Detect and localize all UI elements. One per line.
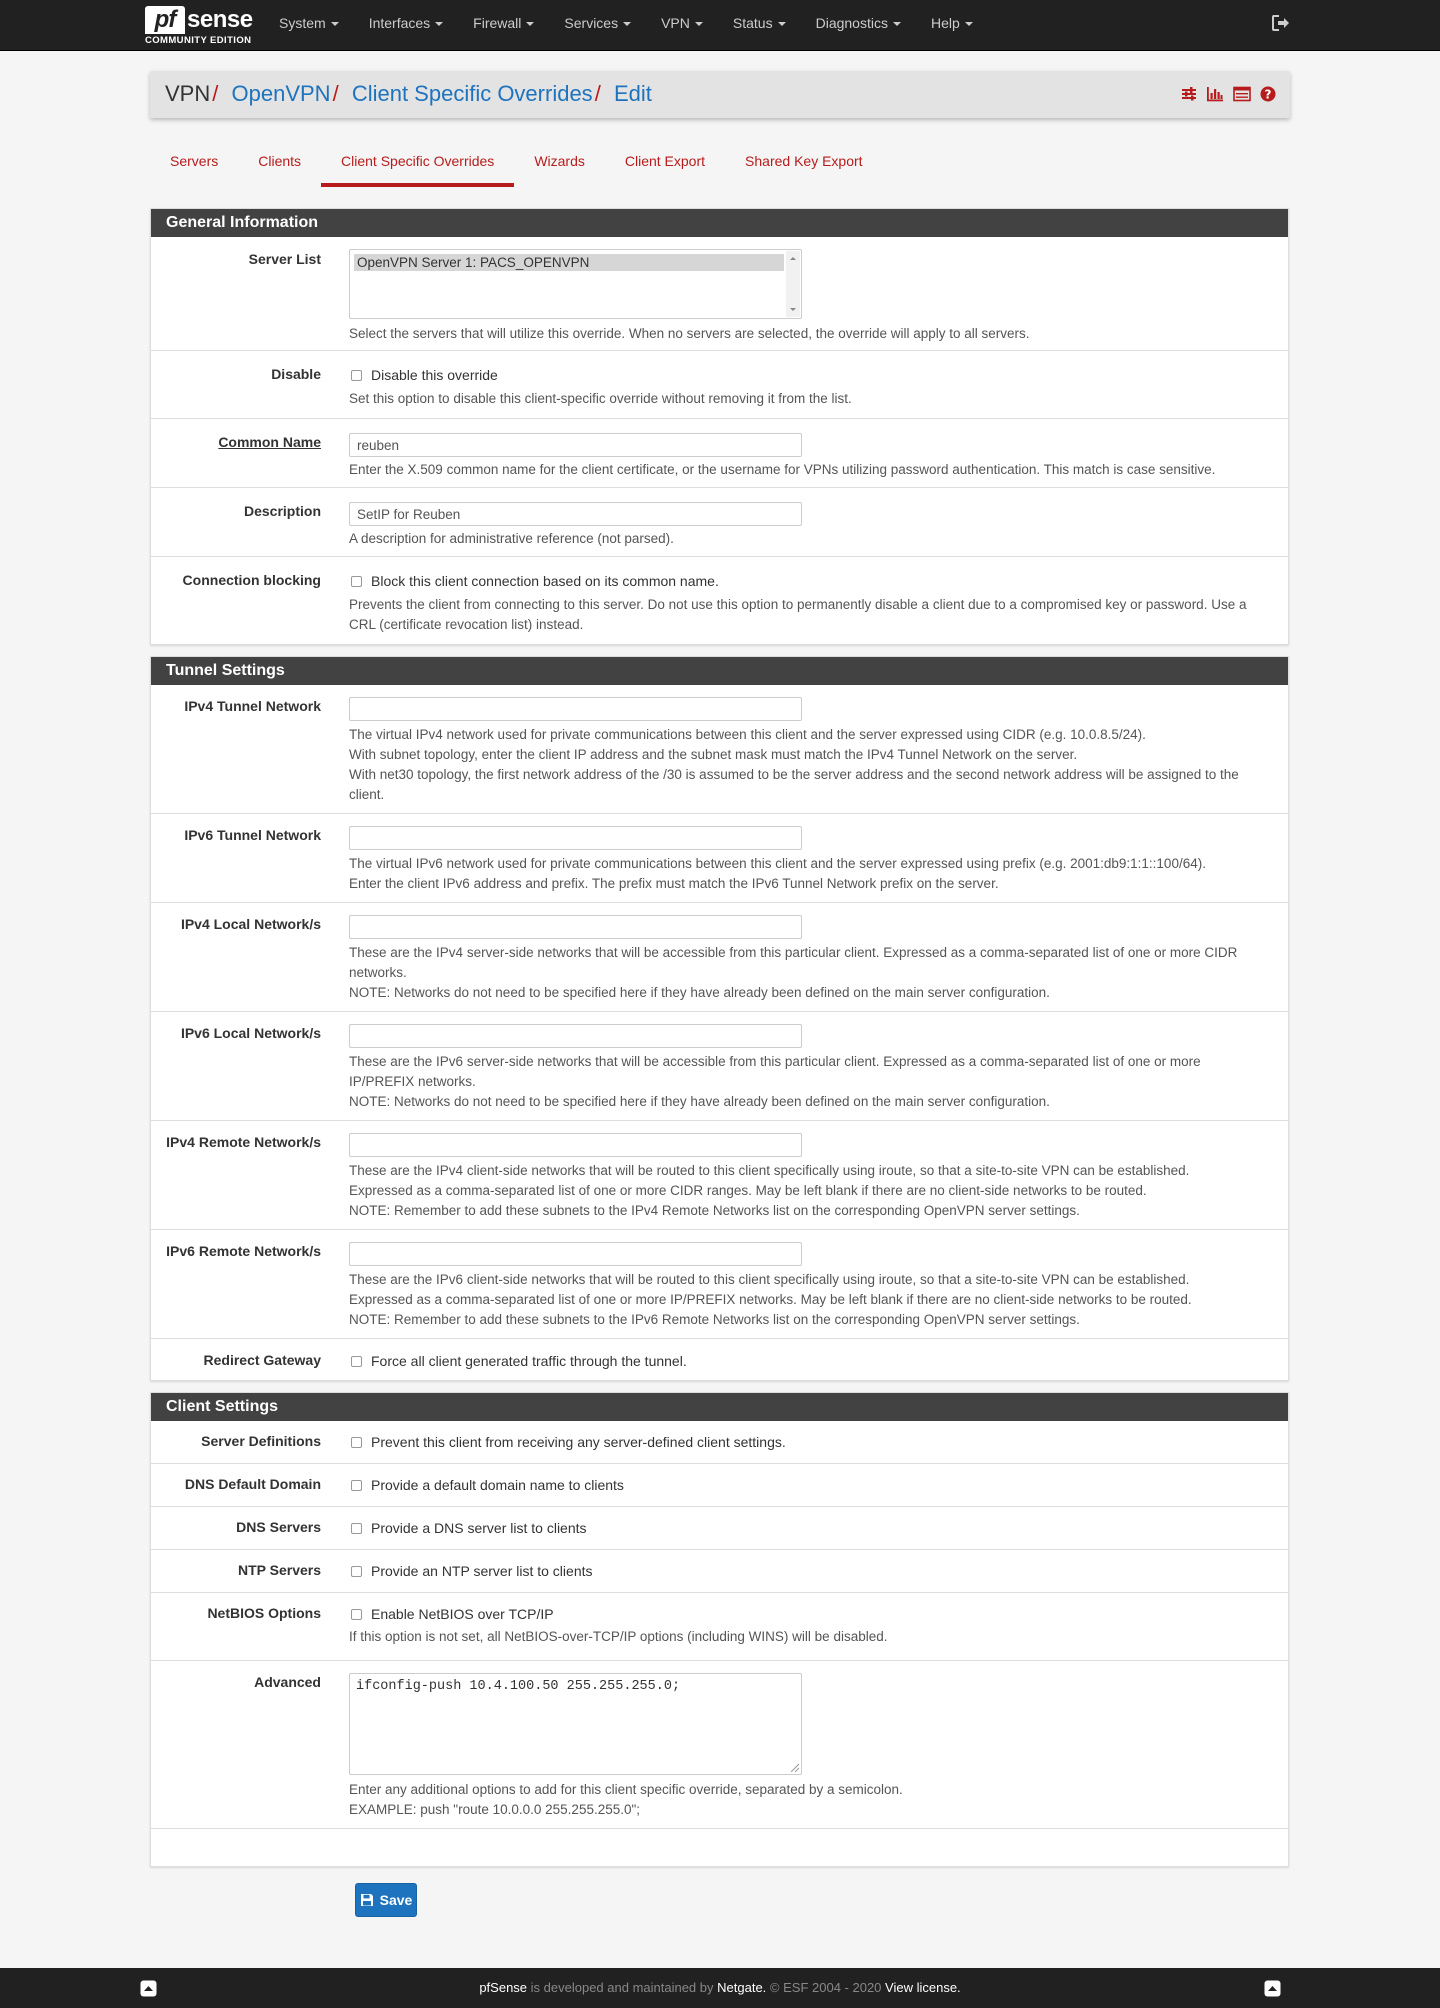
save-button[interactable] [355,1883,417,1917]
netbios-options-row [151,1593,1288,1661]
floppy-disk-icon [360,1893,374,1907]
footer [0,1968,1440,2008]
caret-down-icon [435,22,443,26]
help-text: NOTE: Networks do not need to be specified here if they have already been defined on the main server configuration. [349,985,1050,1000]
help-text: Set this option to disable this client-specific override without removing it from the list. [349,391,852,406]
redirect-gateway-checkbox[interactable] [351,1356,362,1367]
help-text: With subnet topology, enter the client IP address and the subnet mask must match the IPv4 Tunnel Network on the server. [349,747,1078,762]
logo-sense-text: sense [187,6,253,33]
help-text: networks. [349,965,407,980]
help-text: Enter any additional options to add for this client specific override, separated by a semicolon. [349,1782,903,1797]
help-text: These are the IPv6 server-side networks that will be accessible from this particular client. Expressed as a comma-separated list of one or more [349,1054,1201,1069]
help-text: Prevents the client from connecting to this server. Do not use this option to permanently disable a client due to a compromised key or password. Use a [349,597,1247,612]
dns-default-domain-row [151,1464,1288,1507]
help-text: client. [349,787,385,802]
caret-down-icon [695,22,703,26]
help-text: If this option is not set, all NetBIOS-over-TCP/IP options (including WINS) will be disabled. [349,1629,888,1644]
help-text: EXAMPLE: push "route 10.0.0.0 255.255.255.0"; [349,1802,641,1817]
menu-system[interactable] [264,0,354,50]
help-text: Enter the client IPv6 address and prefix. The prefix must match the IPv6 Tunnel Network prefix on the server. [349,876,999,891]
menu-vpn[interactable] [646,0,718,50]
tab-client-specific-overrides[interactable]: Client Specific Overrides [321,147,514,187]
help-text: These are the IPv4 server-side networks that will be accessible from this particular client. Expressed as a comma-separated list of one or more CIDR [349,945,1238,960]
checkbox-label: Provide an NTP server list to clients [371,1563,593,1579]
field-label: DNS Servers [236,1519,321,1535]
field-label: Description [243,503,321,519]
field-label: DNS Default Domain [184,1476,321,1492]
menu-label: Status [732,15,773,31]
ntp-servers-checkbox[interactable] [351,1566,362,1577]
menu-firewall[interactable] [458,0,549,50]
menu-services[interactable] [549,0,646,50]
tab-bar [150,147,883,187]
main-menu [264,0,988,50]
dns-default-domain-checkbox[interactable] [351,1480,362,1491]
ipv6-remote-network-input[interactable] [349,1242,802,1266]
empty-row [151,1829,1288,1849]
svg-text:?: ? [1264,87,1272,102]
connection-blocking-checkbox[interactable] [351,576,362,587]
help-text: With net30 topology, the first network address of the /30 is assumed to be the server address and the second network address will be assigned to the [349,767,1239,782]
footer-text-1: is developed and maintained by [530,1980,714,1995]
connection-blocking-row [151,557,1288,645]
help-text: NOTE: Networks do not need to be specified here if they have already been defined on the main server configuration. [349,1094,1050,1109]
help-text: Enter the X.509 common name for the client certificate, or the username for VPNs utilizing password authentication. This match is case sensitive. [349,462,1216,477]
footer-product: pfSense [479,1980,528,1995]
breadcrumb [165,81,652,107]
checkbox-label: Disable this override [371,367,498,383]
help-text: The virtual IPv4 network used for private communications between this client and the server expressed using CIDR (e.g. 10.0.8.5/24). [349,727,1146,742]
ipv6-local-network-input[interactable] [349,1024,802,1048]
save-label: Save [379,1892,413,1908]
client-settings-panel [150,1392,1289,1867]
tab-client-export[interactable]: Client Export [624,153,706,169]
menu-help[interactable] [916,0,988,50]
help-text: The virtual IPv6 network used for private communications between this client and the server expressed using prefix (e.g. 2001:db9:1:1::100/64). [349,856,1206,871]
ipv4-remote-network-input[interactable] [349,1133,802,1157]
general-information-panel [150,208,1289,645]
dns-servers-row [151,1507,1288,1550]
tunnel-settings-panel [150,656,1289,1381]
server-definitions-row [151,1421,1288,1464]
field-label: IPv6 Local Network/s [180,1025,321,1041]
tab-wizards[interactable]: Wizards [534,153,585,169]
ipv4-local-network-row [151,903,1288,1012]
menu-label: Help [930,15,960,31]
breadcrumb-edit[interactable]: Edit [613,81,652,106]
ipv6-tunnel-network-row [151,814,1288,903]
resize-grip-icon[interactable] [790,1763,799,1772]
server-list-option[interactable]: OpenVPN Server 1: PACS_OPENVPN [354,254,784,271]
pfsense-logo[interactable] [145,4,255,48]
footer-company-link[interactable]: Netgate. [717,1980,767,1995]
bar-chart-icon[interactable] [1206,86,1224,102]
checkbox-label: Provide a DNS server list to clients [371,1520,587,1536]
field-label: NetBIOS Options [207,1605,321,1621]
scrollbar[interactable] [786,251,800,317]
caret-down-icon [331,22,339,26]
breadcrumb-separator: / [332,81,339,106]
top-navbar [0,0,1440,51]
field-label: Connection blocking [182,572,321,588]
breadcrumb-vpn: VPN [165,81,211,106]
logo-pf-text: pf [145,6,185,34]
panel-heading: Tunnel Settings [151,657,1288,685]
help-text: NOTE: Remember to add these subnets to the IPv4 Remote Networks list on the corresponding OpenVPN server settings. [349,1203,1080,1218]
disable-row [151,351,1288,419]
breadcrumb-separator: / [594,81,601,106]
server-list-select[interactable] [349,249,802,319]
checkbox-label: Force all client generated traffic through the tunnel. [371,1353,687,1369]
help-text: Select the servers that will utilize this override. When no servers are selected, the override will apply to all servers. [349,326,1030,341]
field-label: NTP Servers [237,1562,321,1578]
field-label: Disable [271,366,321,382]
help-text: Expressed as a comma-separated list of one or more CIDR ranges. May be left blank if there are no client-side networks to be routed. [349,1183,1147,1198]
table-list-icon[interactable] [1233,86,1251,102]
menu-label: Firewall [473,15,522,31]
field-label: Common Name [218,434,321,450]
redirect-gateway-row [151,1339,1288,1381]
ipv4-tunnel-network-row [151,685,1288,814]
menu-status[interactable] [718,0,801,50]
menu-label: System [279,15,326,31]
description-input[interactable] [349,502,802,526]
header-shortcut-icons [1181,86,1276,102]
help-text: Expressed as a comma-separated list of one or more IP/PREFIX networks. May be left blank if there are no client-side networks to be routed. [349,1292,1192,1307]
breadcrumb-client-specific-overrides[interactable]: Client Specific Overrides [351,81,593,106]
checkbox-label: Block this client connection based on its common name. [371,573,719,589]
help-text: These are the IPv4 client-side networks that will be routed to this client specifically using iroute, so that a site-to-site VPN can be established. [349,1163,1190,1178]
advanced-row [151,1661,1288,1829]
field-label: IPv6 Tunnel Network [184,827,321,843]
checkbox-label: Provide a default domain name to clients [371,1477,624,1493]
menu-label: Diagnostics [815,15,888,31]
caret-down-icon [526,22,534,26]
ipv6-local-network-row [151,1012,1288,1121]
field-label: IPv6 Remote Network/s [166,1243,321,1259]
breadcrumb-separator: / [212,81,219,106]
ipv4-local-network-input[interactable] [349,915,802,939]
footer-license-link[interactable]: View license. [885,1980,961,1995]
footer-copyright: © ESF 2004 - 2020 [769,1980,882,1995]
ipv6-tunnel-network-input[interactable] [349,826,802,850]
help-text: CRL (certificate revocation list) instead. [349,617,584,632]
caret-down-icon [893,22,901,26]
panel-heading: Client Settings [151,1393,1288,1421]
logout-icon[interactable] [1272,15,1290,31]
checkbox-label: Prevent this client from receiving any server-defined client settings. [371,1434,786,1450]
caret-down-icon [778,22,786,26]
field-label: IPv4 Tunnel Network [184,698,321,714]
help-circle-icon[interactable] [1260,86,1276,102]
netbios-checkbox[interactable] [351,1609,362,1620]
edition-label: COMMUNITY EDITION [145,35,252,46]
menu-label: VPN [661,15,690,31]
caret-down-icon [965,22,973,26]
help-text: These are the IPv6 client-side networks that will be routed to this client specifically using iroute, so that a site-to-site VPN can be established. [349,1272,1190,1287]
sliders-icon[interactable] [1181,86,1197,102]
breadcrumb-openvpn[interactable]: OpenVPN [231,81,331,106]
textarea-value: ifconfig-push 10.4.100.50 255.255.255.0; [356,1679,681,1694]
breadcrumb-bar [150,71,1290,118]
help-text: IP/PREFIX networks. [349,1074,476,1089]
server-list-row [151,237,1288,351]
field-label: Server List [248,251,321,267]
field-label: Server Definitions [201,1433,321,1449]
ipv4-tunnel-network-input[interactable] [349,697,802,721]
ipv4-remote-network-row [151,1121,1288,1230]
common-name-input[interactable] [349,433,802,457]
caret-down-icon [623,22,631,26]
menu-label: Interfaces [368,15,431,31]
ntp-servers-row [151,1550,1288,1593]
description-row [151,488,1288,557]
menu-interfaces[interactable] [354,0,458,50]
disable-override-checkbox[interactable] [351,370,362,381]
advanced-options-textarea[interactable] [349,1673,802,1775]
tab-shared-key-export[interactable]: Shared Key Export [745,153,863,169]
checkbox-label: Enable NetBIOS over TCP/IP [371,1606,554,1622]
tab-servers[interactable]: Servers [170,153,219,169]
footer-text [0,1980,1440,1995]
menu-diagnostics[interactable] [801,0,916,50]
field-label: IPv4 Remote Network/s [166,1134,321,1150]
field-label: Redirect Gateway [203,1352,321,1368]
field-label: IPv4 Local Network/s [180,916,321,932]
server-definitions-checkbox[interactable] [351,1437,362,1448]
panel-heading: General Information [151,209,1288,237]
tab-clients[interactable]: Clients [258,153,302,169]
menu-label: Services [564,15,619,31]
field-label: Advanced [254,1674,321,1690]
dns-servers-checkbox[interactable] [351,1523,362,1534]
common-name-row [151,419,1288,488]
ipv6-remote-network-row [151,1230,1288,1339]
help-text: A description for administrative reference (not parsed). [349,531,674,546]
help-text: NOTE: Remember to add these subnets to the IPv6 Remote Networks list on the corresponding OpenVPN server settings. [349,1312,1080,1327]
scroll-to-top-icon[interactable] [1264,1980,1281,1997]
